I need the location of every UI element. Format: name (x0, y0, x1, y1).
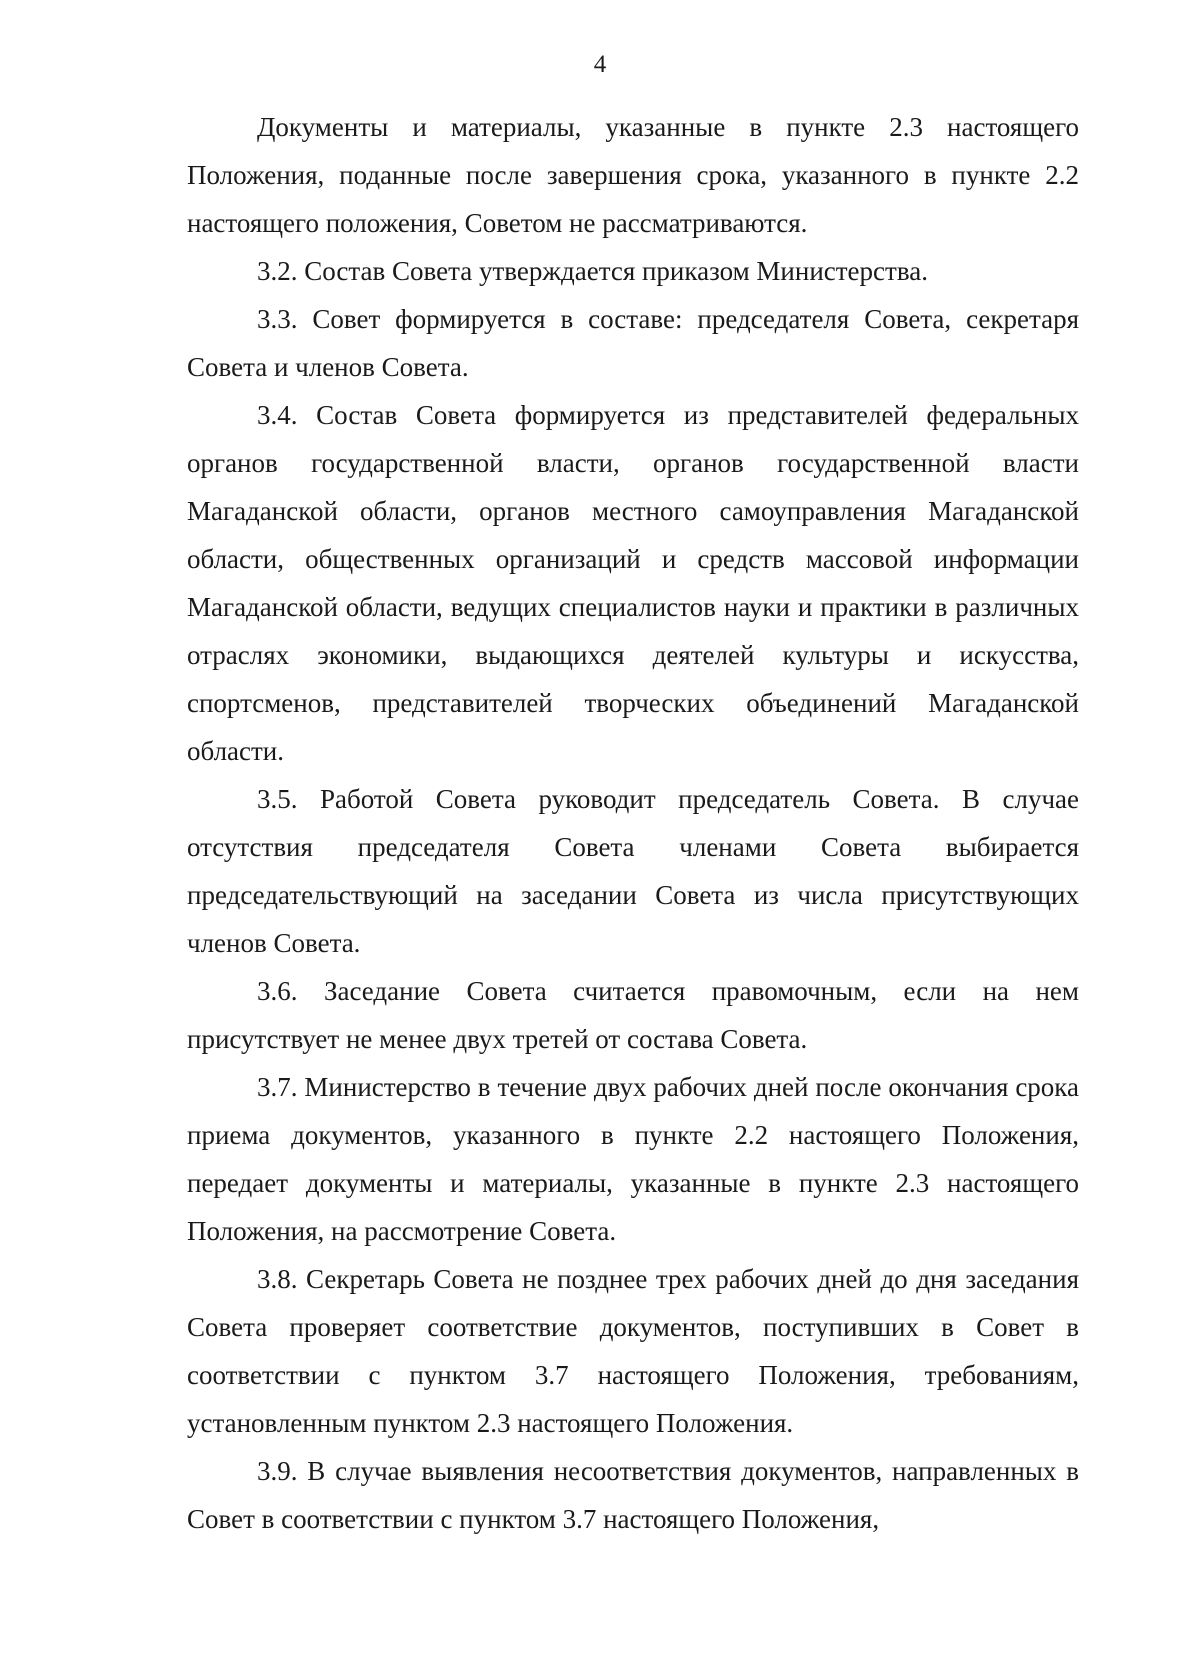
paragraph-documents-not-considered: Документы и материалы, указанные в пункте 2.3 настоящего Положения, поданные после завершения срока, указанного в пункте 2.2 настоящего положения, Советом не рассматриваются. (187, 112, 1079, 238)
paragraph-3-8: 3.8. Секретарь Совета не позднее трех рабочих дней до дня заседания Совета проверяет соответствие документов, поступивших в Совет в соответствии с пунктом 3.7 настоящего Положения, требованиям, установленным пунктом 2.3 настоящего Положения. (187, 1264, 1079, 1438)
paragraph-3-7: 3.7. Министерство в течение двух рабочих дней после окончания срока приема документов, указанного в пункте 2.2 настоящего Положения, передает документы и материалы, указанные в пункте 2.3 настоящего Положения, на рассмотрение Совета. (187, 1072, 1079, 1246)
paragraph-3-2: 3.2. Состав Совета утверждается приказом Министерства. (257, 256, 928, 286)
paragraph-3-6: 3.6. Заседание Совета считается правомочным, если на нем присутствует не менее двух третей от состава Совета. (187, 976, 1079, 1054)
paragraph-3-3: 3.3. Совет формируется в составе: председателя Совета, секретаря Совета и членов Совета. (187, 304, 1079, 382)
page-number: 4 (593, 51, 607, 78)
paragraph-3-5: 3.5. Работой Совета руководит председатель Совета. В случае отсутствия председателя Совета членами Совета выбирается председательствующий на заседании Совета из числа присутствующих членов Совета. (187, 784, 1079, 958)
paragraph-3-4: 3.4. Состав Совета формируется из представителей федеральных органов государственной власти, органов государственной власти Магаданской области, органов местного самоуправления Магаданской области, общественных организаций и средств массовой информации Магаданской области, ведущих специалистов науки и практики в различных отраслях экономики, выдающихся деятелей культуры и искусства, спортсменов, представителей творческих объединений Магаданской области. (187, 400, 1079, 766)
document-body (187, 103, 1079, 1543)
paragraph-3-9: 3.9. В случае выявления несоответствия документов, направленных в Совет в соответствии с пунктом 3.7 настоящего Положения, (187, 1456, 1079, 1534)
